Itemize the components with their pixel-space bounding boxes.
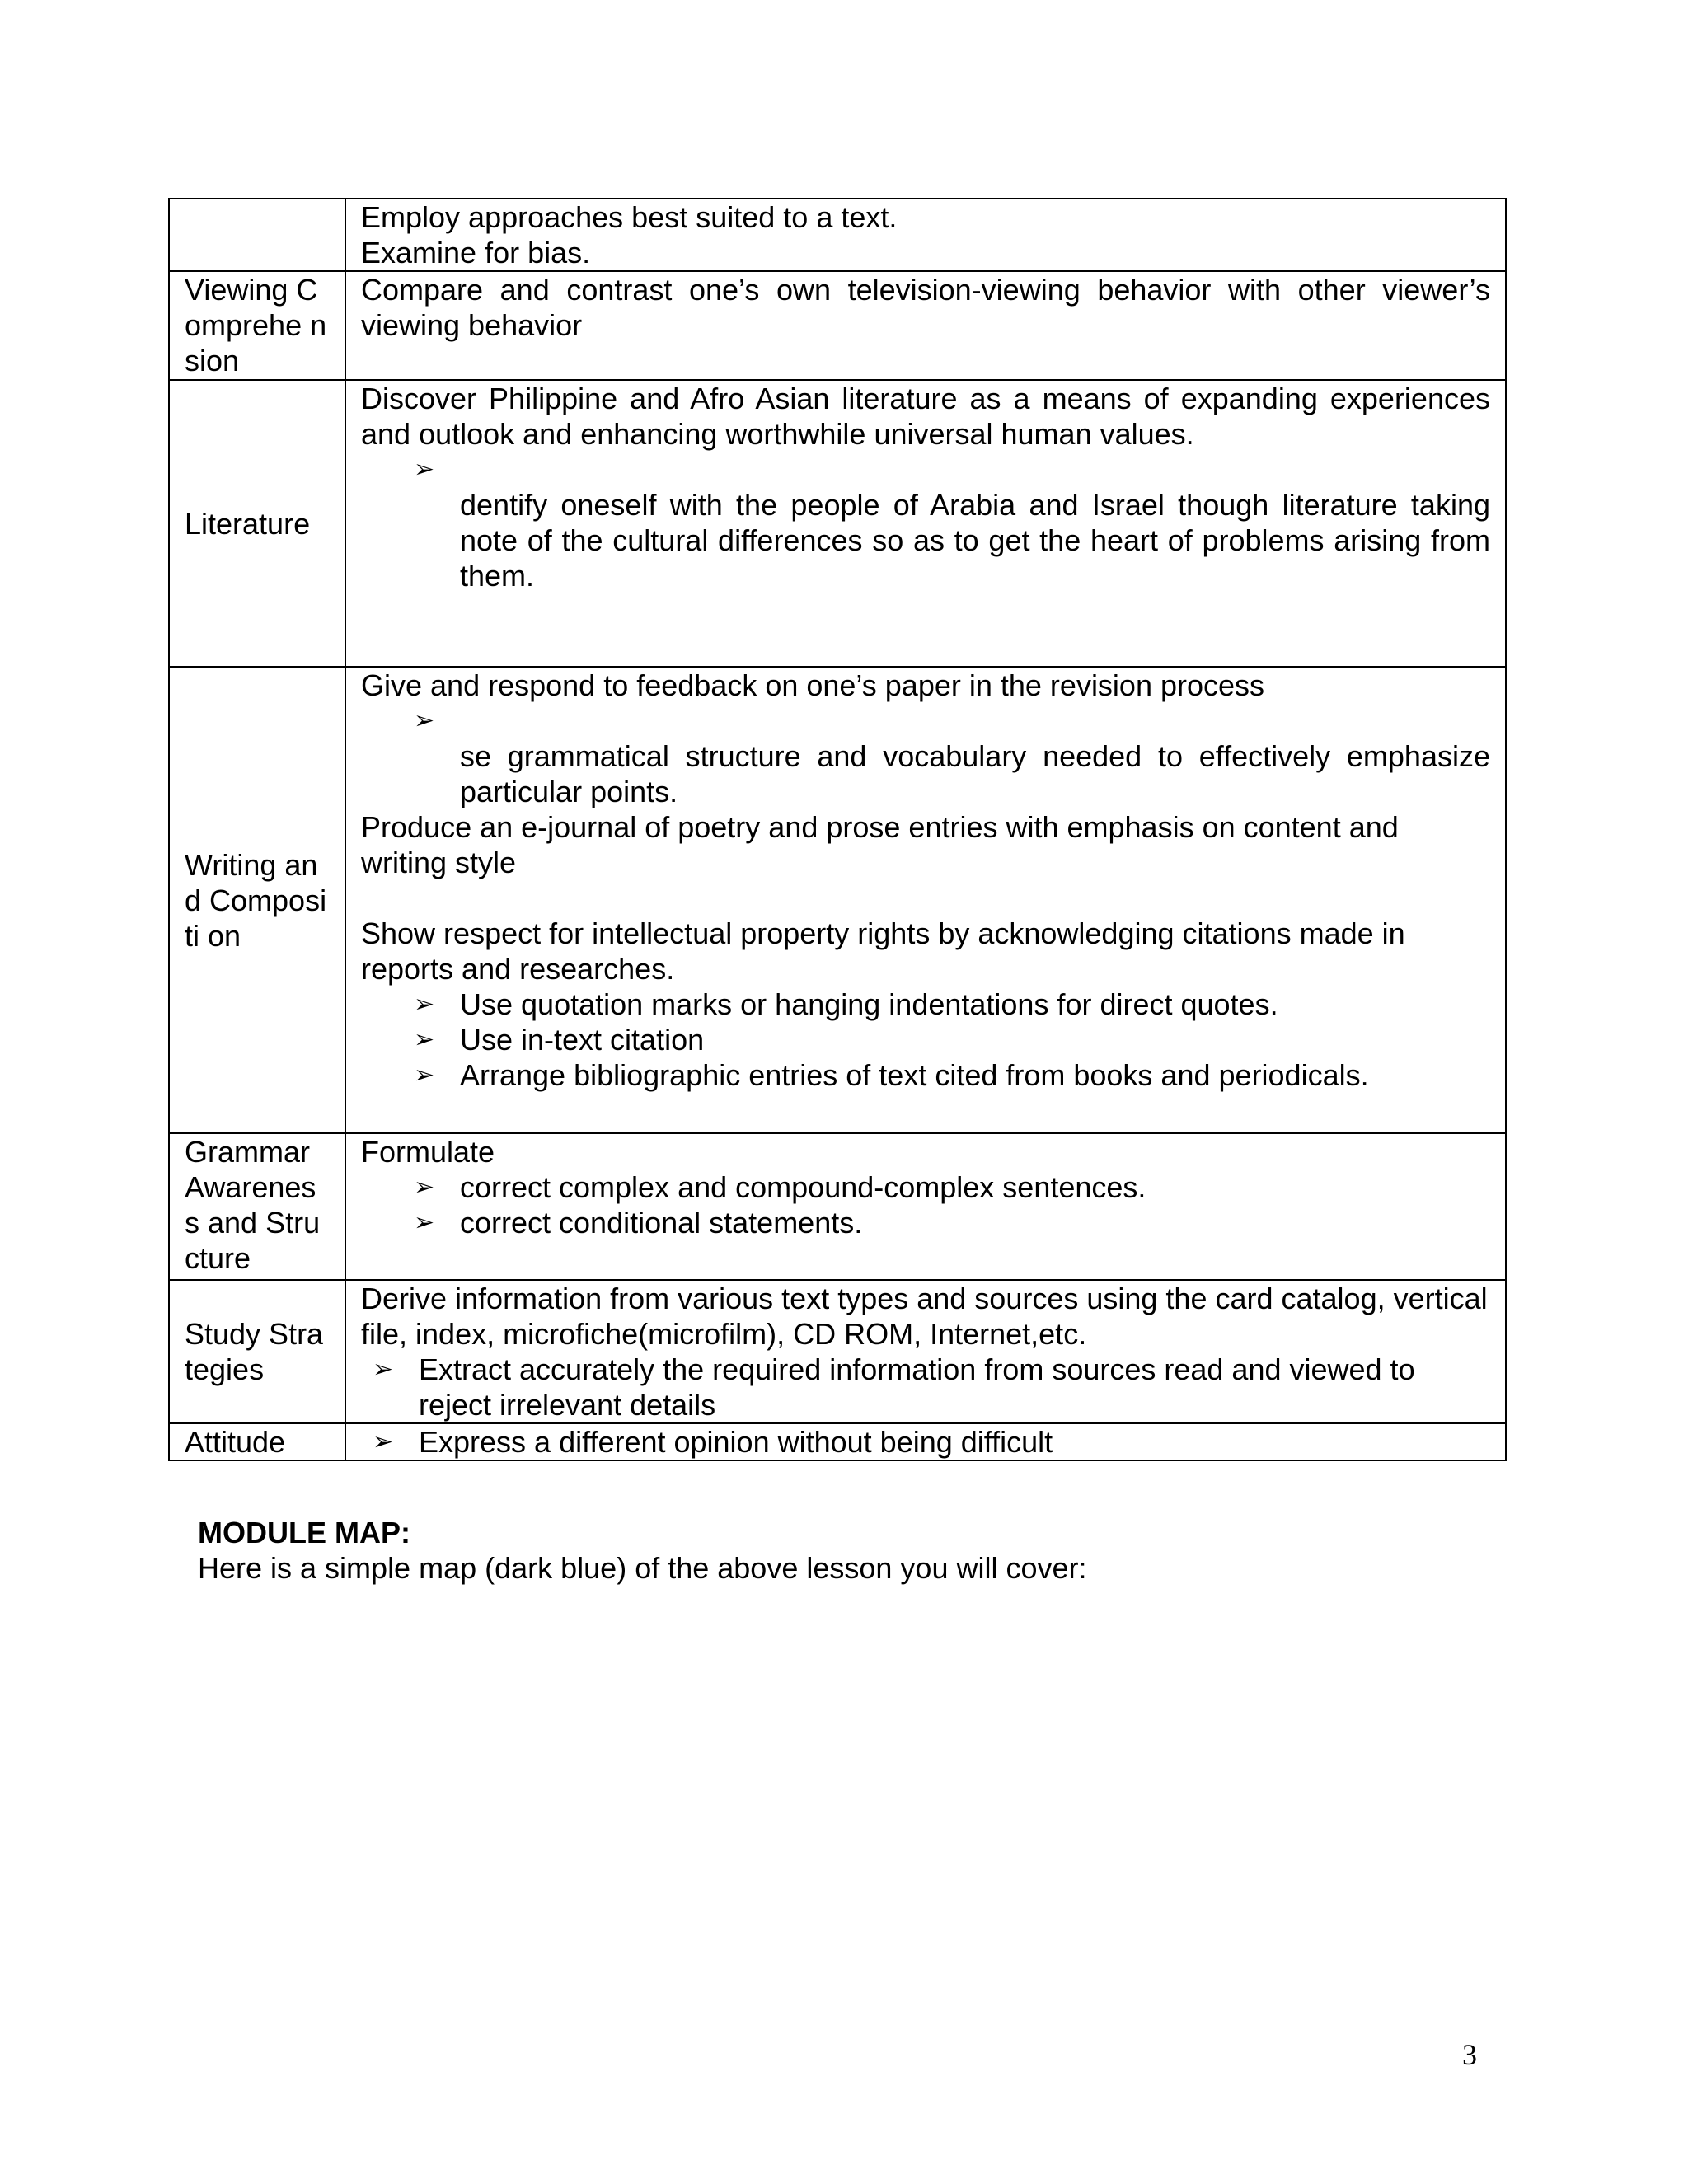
row-label-cell: [169, 667, 345, 1133]
arrow-bullet-icon: ➢: [414, 1025, 435, 1054]
row-content-cell: [345, 199, 1506, 271]
list-item: [361, 1424, 1490, 1460]
content-text: Formulate: [361, 1135, 495, 1169]
arrow-bullet-icon: ➢: [414, 1061, 435, 1090]
arrow-bullet-icon: ➢: [373, 1355, 394, 1384]
page-number: 3: [1462, 2038, 1477, 2071]
content-text: Derive information from various text types and sources using the card catalog, vertical file, index, microfiche(microfilm), CD ROM, Internet,etc.: [361, 1282, 1488, 1351]
content-text: Give and respond to feedback on one’s paper in the revision process: [361, 668, 1265, 702]
section-heading: MODULE MAP:: [198, 1516, 410, 1549]
content-text: Discover Philippine and Afro Asian literature as a means of expanding experiences and outlook and enhancing worthwhile universal human values.: [361, 382, 1490, 451]
content-text: Produce an e-journal of poetry and prose entries with emphasis on content and writing style: [361, 810, 1399, 879]
row-content-cell: [345, 667, 1506, 1133]
table-row: [169, 1133, 1506, 1280]
row-label-cell: [169, 1280, 345, 1423]
table-row: [169, 380, 1506, 667]
table-row: [169, 1423, 1506, 1460]
bullet-text: Extract accurately the required information from sources read and viewed to reject irrelevant details: [419, 1352, 1415, 1422]
row-label-cell: [169, 1423, 345, 1460]
section-text: Here is a simple map (dark blue) of the above lesson you will cover:: [198, 1551, 1087, 1585]
arrow-bullet-icon: ➢: [414, 706, 435, 735]
row-label-cell: [169, 1133, 345, 1280]
list-item: [361, 1022, 1490, 1057]
list-item: [361, 1169, 1490, 1205]
row-label: Study Strategies: [185, 1317, 324, 1386]
bullet-text: correct complex and compound-complex sentences.: [460, 1170, 1146, 1204]
list-item: [361, 1205, 1490, 1240]
list-item: [361, 987, 1490, 1022]
list-item: [361, 1352, 1490, 1422]
arrow-bullet-icon: ➢: [414, 1208, 435, 1237]
row-content-cell: [345, 380, 1506, 667]
arrow-bullet-icon: ➢: [414, 1173, 435, 1202]
row-content-cell: [345, 1423, 1506, 1460]
table-row: [169, 667, 1506, 1133]
row-label: Literature: [185, 506, 311, 541]
content-line: Employ approaches best suited to a text.: [361, 200, 898, 234]
row-label: Writing and Compositi on: [185, 847, 327, 953]
spacer: [361, 880, 1490, 916]
objectives-table: [168, 198, 1507, 1461]
row-label: Viewing Comprehe nsion: [185, 273, 327, 377]
bullet-text: se grammatical structure and vocabulary needed to effectively emphasize particular points.: [460, 739, 1490, 808]
row-label-cell: [169, 271, 345, 380]
content-line: Examine for bias.: [361, 236, 591, 269]
module-map-section: [198, 1515, 1434, 1586]
list-item: [361, 1057, 1490, 1093]
bullet-text: Use quotation marks or hanging indentations for direct quotes.: [460, 987, 1278, 1021]
arrow-bullet-icon: ➢: [414, 990, 435, 1019]
table-row: [169, 1280, 1506, 1423]
table-row: [169, 199, 1506, 271]
row-label: Attitude: [185, 1425, 286, 1459]
bullet-text: Express a different opinion without being difficult: [419, 1425, 1053, 1459]
bullet-text: dentify oneself with the people of Arabia and Israel though literature taking note of the cultural differences so as to get the heart of problems arising from them.: [460, 488, 1490, 593]
row-content-cell: [345, 1133, 1506, 1280]
row-content-cell: [345, 1280, 1506, 1423]
arrow-bullet-icon: ➢: [414, 455, 435, 484]
bullet-text: correct conditional statements.: [460, 1206, 863, 1240]
row-label: Grammar Awarenes s and Structure: [185, 1135, 321, 1275]
bullet-text: Arrange bibliographic entries of text cited from books and periodicals.: [460, 1058, 1369, 1092]
arrow-bullet-icon: ➢: [373, 1427, 394, 1456]
table-row: [169, 271, 1506, 380]
content-text: Compare and contrast one’s own television-viewing behavior with other viewer’s viewing behavior: [361, 273, 1490, 342]
row-label-cell: [169, 199, 345, 271]
content-text: Show respect for intellectual property rights by acknowledging citations made in reports and researches.: [361, 916, 1405, 986]
bullet-text: Use in-text citation: [460, 1023, 705, 1057]
row-label-cell: [169, 380, 345, 667]
row-content-cell: [345, 271, 1506, 380]
